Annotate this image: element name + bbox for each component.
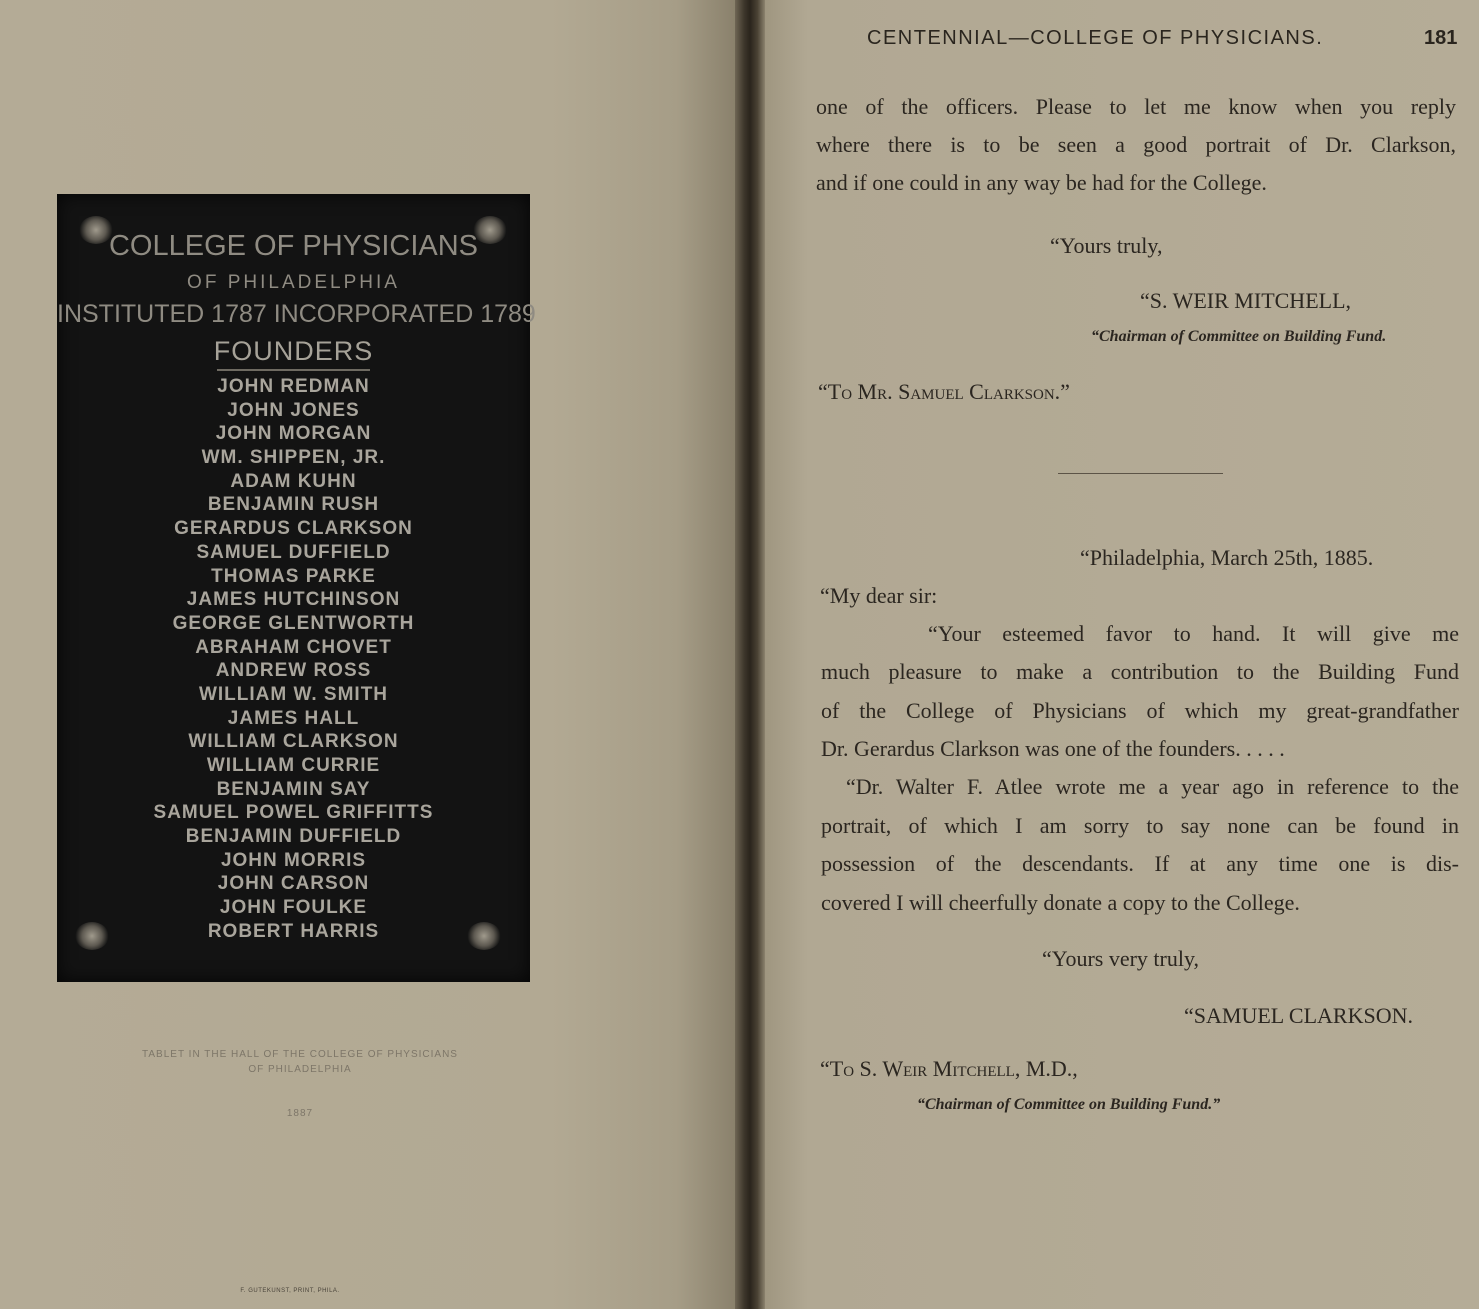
paragraph-line: one of the officers. Please to let me know when you reply (816, 94, 1456, 119)
tablet-photograph (57, 194, 536, 982)
paragraph-line: Dr. Gerardus Clarkson was one of the founders. . . . . (821, 736, 1285, 761)
dateline: “Philadelphia, March 25th, 1885. (1080, 545, 1374, 570)
tablet-dates: INSTITUTED 1787 INCORPORATED 1789 (57, 300, 536, 328)
founder-name: JOHN JONES (227, 399, 360, 421)
addressee: “To Mr. Samuel Clarkson.” (818, 379, 1070, 404)
founder-name: ROBERT HARRIS (207, 920, 380, 942)
founder-name: JOHN MORRIS (220, 849, 367, 871)
founders-list (57, 375, 530, 944)
founder-name: ADAM KUHN (230, 470, 357, 492)
closing: “Yours truly, (1050, 233, 1163, 258)
founder-name: JOHN REDMAN (217, 376, 370, 397)
founder-name: BENJAMIN DUFFIELD (185, 826, 402, 848)
paragraph-line: portrait, of which I am sorry to say none can be found in (821, 813, 1459, 838)
founder-name: WILLIAM W. SMITH (198, 683, 389, 705)
paragraph-line: where there is to be seen a good portrait of Dr. Clarkson, (816, 132, 1456, 157)
paragraph-line: covered I will cheerfully donate a copy to the College. (821, 890, 1300, 915)
founder-name: BENJAMIN RUSH (207, 494, 380, 516)
founder-name: WILLIAM CURRIE (206, 755, 381, 776)
founder-name: WILLIAM CLARKSON (188, 731, 399, 753)
paragraph-line: “Dr. Walter F. Atlee wrote me a year ago in reference to the (846, 774, 1459, 799)
paragraph-line: “Your esteemed favor to hand. It will give me (928, 621, 1459, 646)
founder-name: JAMES HUTCHINSON (186, 589, 401, 611)
founder-name: JAMES HALL (227, 707, 360, 729)
salutation: “My dear sir: (820, 583, 938, 608)
signature: “S. WEIR MITCHELL, (1140, 288, 1352, 313)
founder-name: THOMAS PARKE (211, 565, 376, 587)
printer-credit: F. GUTEKUNST, PRINT, PHILA. (240, 1288, 340, 1294)
founder-name: ANDREW ROSS (215, 660, 372, 682)
tablet-title: COLLEGE OF PHYSICIANS (108, 230, 479, 262)
signature: “SAMUEL CLARKSON. (1184, 1003, 1413, 1028)
book-gutter (735, 0, 765, 1309)
plate-caption: TABLET IN THE HALL OF THE COLLEGE OF PHYSICIANS (142, 1049, 458, 1060)
founder-name: SAMUEL DUFFIELD (196, 541, 391, 563)
page-number: 181 (1424, 27, 1458, 49)
paragraph-line: and if one could in any way be had for the College. (816, 170, 1267, 195)
founder-name: BENJAMIN SAY (216, 778, 371, 800)
addressee: “To S. Weir Mitchell, M.D., (820, 1056, 1078, 1081)
founder-name: WM. SHIPPEN, JR. (201, 447, 386, 469)
signature-title: “Chairman of Committee on Building Fund. (1091, 328, 1387, 345)
founder-name: SAMUEL POWEL GRIFFITTS (153, 802, 434, 824)
paragraph-line: possession of the descendants. If at any time one is dis- (821, 851, 1459, 876)
section-divider (1058, 473, 1223, 474)
paragraph-line: much pleasure to make a contribution to the Building Fund (821, 659, 1459, 684)
plate-year: 1887 (286, 1108, 314, 1119)
founder-name: JOHN MORGAN (215, 423, 372, 445)
tablet-subtitle: OF PHILADELPHIA (187, 272, 400, 293)
left-page (0, 0, 735, 1309)
founder-name: JOHN FOULKE (219, 897, 368, 919)
founder-name: GERARDUS CLARKSON (174, 518, 413, 540)
plate-caption-continued: OF PHILADELPHIA (248, 1064, 352, 1075)
founder-name: GEORGE GLENTWORTH (172, 612, 415, 634)
paragraph-line: of the College of Physicians of which my great-grandfather (821, 698, 1459, 723)
closing: “Yours very truly, (1042, 946, 1200, 971)
founder-name: JOHN CARSON (217, 873, 370, 895)
founder-name: ABRAHAM CHOVET (195, 636, 392, 658)
tablet-heading: FOUNDERS (213, 336, 374, 366)
tablet-divider (217, 369, 370, 371)
signature-title: “Chairman of Committee on Building Fund.” (917, 1096, 1221, 1113)
running-header: CENTENNIAL—COLLEGE OF PHYSICIANS. (867, 27, 1324, 49)
